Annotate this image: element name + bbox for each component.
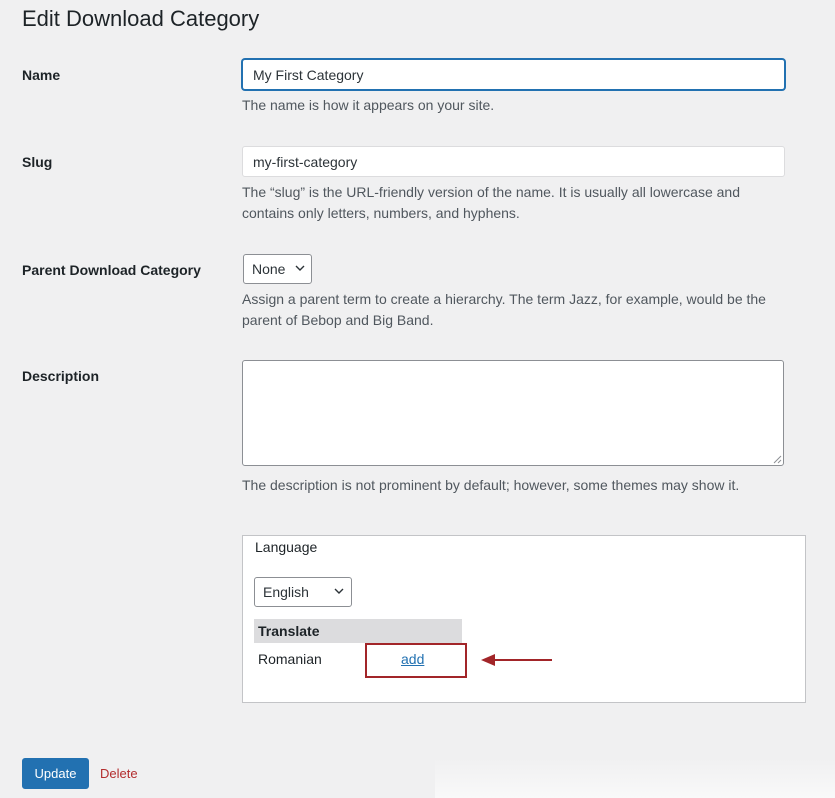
language-title: Language <box>255 539 318 555</box>
language-select[interactable] <box>254 577 352 607</box>
parent-select-value: None <box>252 261 286 277</box>
parent-select[interactable] <box>243 254 312 284</box>
description-textarea[interactable] <box>242 360 784 466</box>
name-label: Name <box>22 67 61 83</box>
description-label: Description <box>22 368 100 384</box>
annotation-arrow-icon <box>480 652 554 668</box>
delete-link[interactable]: Delete <box>100 766 138 781</box>
description-help: The description is not prominent by default; however, some themes may show it. <box>242 477 740 493</box>
slug-help: The “slug” is the URL-friendly version of the name. It is usually all lowercase and contains only letters, numbers, and hyphens. <box>242 184 740 221</box>
slug-input[interactable] <box>242 146 785 177</box>
parent-label: Parent Download Category <box>22 262 201 278</box>
name-input[interactable] <box>242 59 785 90</box>
update-button[interactable]: Update <box>22 758 89 789</box>
bottom-fade-overlay <box>435 758 835 798</box>
chevron-down-icon <box>334 586 344 596</box>
add-translation-link[interactable]: add <box>401 651 425 667</box>
parent-help: Assign a parent term to create a hierarchy. The term Jazz, for example, would be the parent of Bebop and Big Band. <box>242 291 766 328</box>
name-help: The name is how it appears on your site. <box>242 97 495 113</box>
page-title: Edit Download Category <box>22 6 260 31</box>
translate-header: Translate <box>254 619 462 643</box>
resize-grip-icon[interactable] <box>772 454 782 464</box>
chevron-down-icon <box>295 263 305 273</box>
translation-language: Romanian <box>258 651 322 667</box>
language-select-value: English <box>263 584 309 600</box>
slug-label: Slug <box>22 154 53 170</box>
